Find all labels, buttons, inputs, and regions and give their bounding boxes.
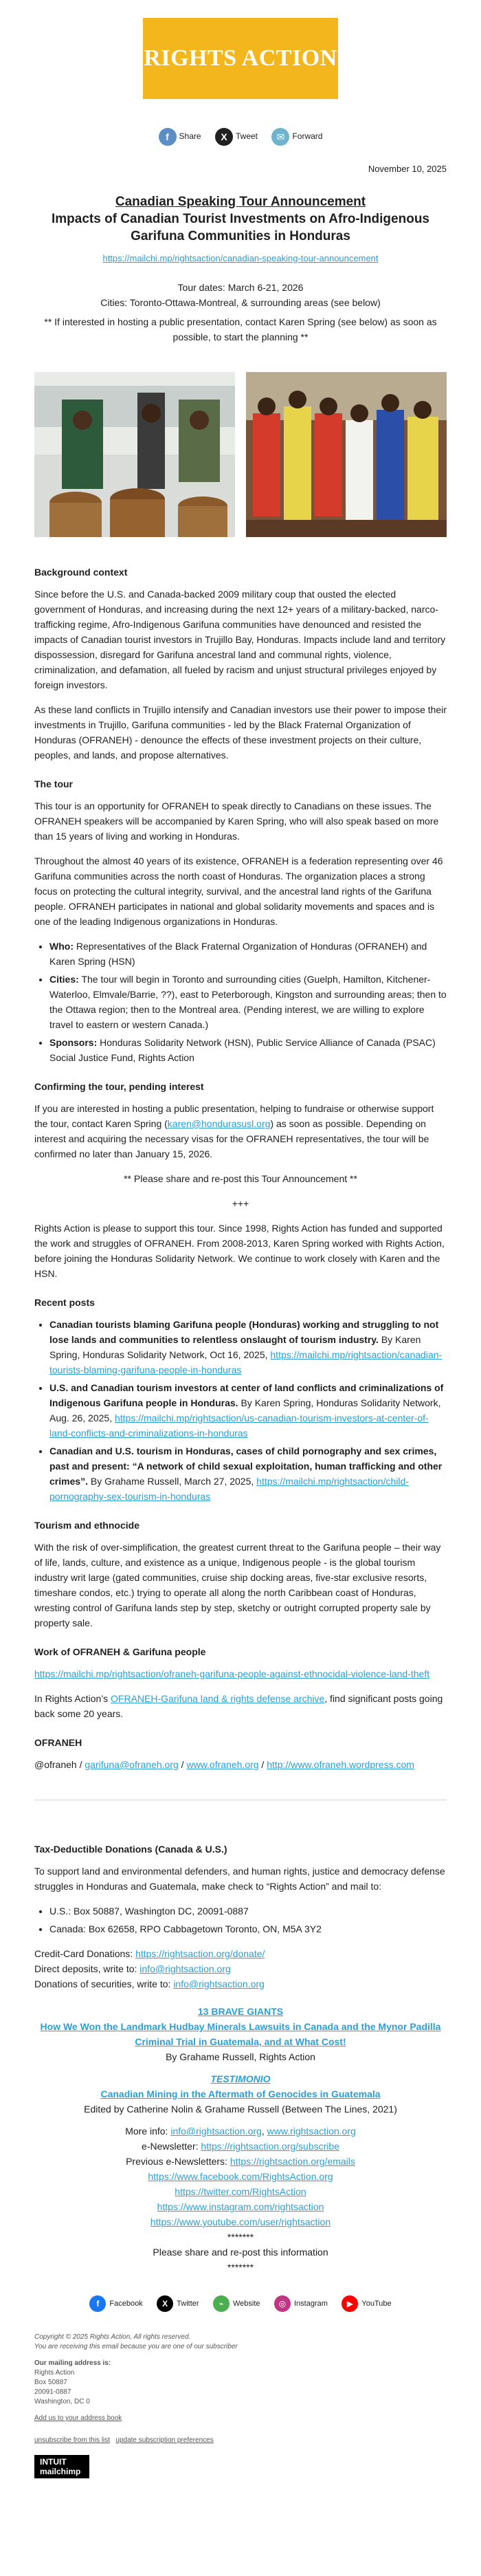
prev-enews-line (34, 2154, 447, 2169)
mailchimp-badge-top: INTUIT (40, 2457, 67, 2467)
post-link[interactable]: https://mailchi.mp/rightsaction/canadian-tourists-blaming-garifuna-people-in-honduras (49, 1349, 443, 1375)
list-item: • Canada: Box 62658, RPO Cabbagetown Toronto, ON, M5A 3Y2 (49, 1921, 447, 1936)
share-button[interactable] (159, 128, 201, 146)
photo-row (34, 372, 447, 537)
sponsors-label: Sponsors: (49, 1037, 98, 1048)
ofraneh-heading: OFRANEH (34, 1737, 82, 1748)
cities-text: The tour will begin in Toronto and surrounding cities (Guelph, Hamilton, Kitchener-Waterloo, Elmvale/Barrie, ??), east to Peterborough, Kingston and surrounding areas; then to the Ottawa region; then to the Montreal area. (Pending interest, we are willing to explore travel to eastern or western Canada.) (49, 974, 447, 1030)
mailchimp-badge[interactable] (34, 2455, 89, 2478)
ofraneh-blog-link[interactable]: http://www.ofraneh.wordpress.com (267, 1759, 414, 1770)
post-title: Canadian tourists blaming Garifuna people (Honduras) working and struggling to not lose lands and communities to relentless onslaught of tourism industry. (49, 1319, 439, 1345)
cc-label: Credit-Card Donations: (34, 1948, 136, 1959)
cities-label: Cities: (49, 974, 79, 985)
website-social-button[interactable] (213, 2295, 260, 2312)
who-label: Who: (49, 941, 74, 952)
work-heading: Work of OFRANEH & Garifuna people (34, 1646, 206, 1657)
dd-email-link[interactable]: info@rightsaction.org (139, 1963, 231, 1974)
background-heading: Background context (34, 567, 128, 578)
confirming-text-a: If you are interested in hosting a public presentation, helping to fundraise or otherwise support the tour, contact Karen Spring ( (34, 1103, 434, 1129)
prev-label: Previous e-Newsletters: (126, 2156, 230, 2167)
confirming-p1 (34, 1101, 447, 1161)
confirming-heading: Confirming the tour, pending interest (34, 1081, 204, 1092)
list-item (49, 972, 447, 1032)
donations-section (34, 1842, 447, 2275)
separator: / (258, 1759, 267, 1770)
who-text: Representatives of the Black Fraternal Organization of Honduras (OFRANEH) and Karen Spring (HSN) (49, 941, 427, 967)
more-info-line (34, 2124, 447, 2139)
share-bar (34, 128, 447, 149)
address-line: Rights Action (34, 2369, 75, 2377)
list-item (49, 1317, 447, 1377)
copyright: Copyright © 2025 Rights Action, All rights reserved. (34, 2333, 191, 2341)
subscription-reason: You are receiving this email because you are one of our subscriber (34, 2343, 238, 2350)
twitter-social-button[interactable] (157, 2295, 199, 2312)
email-body (34, 565, 447, 1772)
share-label: Share (179, 131, 201, 142)
tour-heading: The tour (34, 778, 73, 789)
dd-label: Direct deposits, write to: (34, 1963, 140, 1974)
recent-posts-list (34, 1317, 447, 1504)
announcement-title-block (34, 193, 447, 263)
tour-contact-note: ** If interested in hosting a public presentation, contact Karen Spring (see below) as soon as possible, to start the planning ** (44, 316, 437, 342)
background-p2: As these land conflicts in Trujillo intensify and Canadian investors use their power to impose their investments in Trujillo, Garifuna communities - led by the Black Fraternal Organization of Honduras (OFRANEH) - denounce the effects of these investment projects on their culture, peoples, and lands, and propose alternatives. (34, 704, 447, 761)
stars-separator: ******* (227, 2231, 254, 2242)
youtube-link[interactable]: https://www.youtube.com/user/rightsaction (150, 2216, 331, 2227)
address-line: Box 50887 (34, 2379, 67, 2386)
archive-link[interactable]: OFRANEH-Garifuna land & rights defense archive (111, 1693, 325, 1704)
book1-subtitle-link[interactable]: How We Won the Landmark Hudbay Minerals Lawsuits in Canada and the Mynor Padilla Criminal Trial in Guatemala, and at What Cost! (40, 2021, 441, 2047)
tour-dates: Tour dates: March 6-21, 2026 (177, 282, 304, 293)
mailing-label: Our mailing address is: (34, 2359, 111, 2367)
post-meta: By Grahame Russell, March 27, 2025, (88, 1476, 254, 1487)
facebook-social-button[interactable] (89, 2295, 142, 2312)
donations-p: To support land and environmental defenders, and human rights, justice and democracy defense struggles in Honduras and Guatemala, make check to “Rights Action” and mail to: (34, 1866, 445, 1892)
dd-line (34, 1961, 447, 1976)
announcement-link[interactable]: https://mailchi.mp/rightsaction/canadian-speaking-tour-announcement (102, 253, 379, 263)
list-item (49, 1380, 447, 1441)
forward-button[interactable] (271, 128, 322, 146)
book1-author: By Grahame Russell, Rights Action (166, 2051, 315, 2062)
confirming-text-b: ) as soon as possible. Depending on interest and acquiring the necessary visas for the OFRANEH representatives, the tour will be confirmed no later than January 15, 2026. (34, 1118, 429, 1159)
list-item (49, 939, 447, 969)
youtube-label: YouTube (361, 2299, 392, 2308)
archive-text-a: In Rights Action’s (34, 1693, 111, 1704)
sponsors-text: Honduras Solidarity Network (HSN), Public Service Alliance of Canada (PSAC) Social Justice Fund, Rights Action (49, 1037, 436, 1063)
enews-line (34, 2139, 447, 2154)
tour-info (34, 280, 447, 345)
rights-action-logo[interactable]: RIGHTS ACTION (143, 18, 338, 99)
address-line: Washington, DC 0 (34, 2398, 90, 2405)
facebook-link[interactable]: https://www.facebook.com/RightsAction.org (148, 2171, 333, 2182)
facebook-label: Facebook (109, 2299, 143, 2308)
mailchimp-badge-bottom: mailchimp (40, 2467, 81, 2476)
tour-details-list (34, 939, 447, 1065)
book1-title-link[interactable]: 13 BRAVE GIANTS (197, 2006, 284, 2017)
dancers-photo (246, 372, 447, 537)
x-icon: X (157, 2295, 173, 2312)
book2-title-link[interactable]: TESTIMONIO (210, 2073, 271, 2084)
list-item: • U.S.: Box 50887, Washington DC, 20091-0887 (49, 1903, 447, 1919)
tour-cities: Cities: Toronto-Ottawa-Montreal, & surrounding areas (see below) (100, 297, 381, 308)
securities-line (34, 1976, 447, 1991)
instagram-link[interactable]: https://www.instagram.com/rightsaction (157, 2201, 324, 2212)
archive-paragraph (34, 1691, 447, 1721)
books-section (34, 2004, 447, 2117)
link-icon: ⌁ (213, 2295, 230, 2312)
tweet-button[interactable] (215, 128, 258, 146)
header (34, 0, 447, 99)
forward-label: Forward (292, 131, 323, 142)
add-address-book-link[interactable]: Add us to your address book (34, 2414, 122, 2422)
background-p1: Since before the U.S. and Canada-backed 2009 military coup that ousted the elected government of Honduras, and increasing during the next 12+ years of a military-backed, narco-trafficking regime, Afro-Indigenous Garifuna communities have denounced and resisted the impacts of Canadian tourist investors in Trujillo Bay, Honduras. Impacts include land and territory dispossession, disregard for Garifuna ancestral land and communal rights, violence, criminalization, and defamation, all fueled by racism and unjust structural privileges enjoyed by foreign investors. (34, 589, 446, 690)
tour-p1: This tour is an opportunity for OFRANEH to speak directly to Canadians on these issues. The OFRANEH speakers will be accompanied by Karen Spring, who will also speak based on more than 15 years of living and working in Honduras. (34, 800, 439, 842)
youtube-social-button[interactable] (342, 2295, 391, 2312)
mailing-list (34, 1903, 447, 1936)
email-date: November 10, 2025 (368, 164, 447, 174)
footer (34, 2333, 447, 2478)
confirming-p2: Rights Action is please to support this tour. Since 1998, Rights Action has funded and supported the work and struggles of OFRANEH. From 2008-2013, Karen Spring worked with Rights Action, before joining the Honduras Solidarity Network. We continue to work closely with Karen and the HSN. (34, 1223, 445, 1279)
footer-social-bar (34, 2295, 447, 2312)
website-label: Website (233, 2299, 260, 2308)
ofraneh-email-link[interactable]: garifuna@ofraneh.org (85, 1759, 179, 1770)
drummers-photo (34, 372, 235, 537)
book2-subtitle-link[interactable]: Canadian Mining in the Aftermath of Genocides in Guatemala (100, 2088, 381, 2099)
recent-heading: Recent posts (34, 1297, 95, 1308)
youtube-icon: ▶ (342, 2295, 358, 2312)
announcement-title: Canadian Speaking Tour Announcement (115, 195, 366, 209)
more-info-section (34, 2124, 447, 2275)
update-preferences-link[interactable]: update subscription preferences (115, 2436, 214, 2444)
instagram-icon: ◎ (274, 2295, 291, 2312)
post-link[interactable]: https://mailchi.mp/rightsaction/us-canadian-tourism-investors-at-center-of-land-conflicts-and-criminalizations-in-honduras (49, 1412, 429, 1439)
post-title: U.S. and Canadian tourism investors at center of land conflicts and criminalizations of Indigenous Garifuna people in Honduras. (49, 1382, 444, 1408)
email-container (34, 0, 447, 2478)
work-link-paragraph (34, 1666, 447, 1681)
twitter-link[interactable]: https://twitter.com/RightsAction (175, 2186, 306, 2197)
address-line: 20091-0887 (34, 2388, 71, 2396)
repost-note: ** Please share and re-post this Tour Announcement ** (124, 1173, 357, 1184)
work-link[interactable]: https://mailchi.mp/rightsaction/ofraneh-garifuna-people-against-ethnocidal-violence-land-theft (34, 1668, 430, 1679)
donate-link[interactable]: https://rightsaction.org/donate/ (135, 1948, 265, 1959)
instagram-social-button[interactable] (274, 2295, 328, 2312)
sec-email-link[interactable]: info@rightsaction.org (173, 1978, 265, 1989)
ofraneh-web-link[interactable]: www.ofraneh.org (186, 1759, 259, 1770)
post-link[interactable]: https://mailchi.mp/rightsaction/child-pornography-sex-tourism-in-honduras (49, 1476, 409, 1502)
ofraneh-handle: @ofraneh / (34, 1759, 85, 1770)
separator: / (178, 1759, 187, 1770)
unsubscribe-link[interactable]: unsubscribe from this list (34, 2436, 111, 2444)
karen-email-link[interactable]: karen@hondurasusl.org (167, 1118, 271, 1129)
announcement-subtitle: Impacts of Canadian Tourist Investments on Afro-Indigenous Garifuna Communities in Honduras (52, 212, 429, 243)
ethnocide-heading: Tourism and ethnocide (34, 1520, 139, 1531)
x-icon: X (215, 128, 233, 146)
enews-label: e-Newsletter: (142, 2141, 201, 2152)
post-meta: By Karen Spring, Honduras Solidarity Network, Aug. 26, 2025, (49, 1397, 441, 1423)
ethnocide-p: With the risk of over-simplification, the greatest current threat to the Garifuna people – their way of life, lands, culture, and existence as a unique, Indigenous people - is the global tourism industry writ large (gated communities, cruise ship docking areas, five-star exclusive resorts, timeshare condos, etc.) trying to operate all along the north Caribbean coast of Honduras, wresting control of Garifuna lands step by step, sketchy or outright corrupted property sale by property sale. (34, 1542, 441, 1628)
stars-separator: ******* (227, 2262, 254, 2273)
share-note: Please share and re-post this information (153, 2247, 328, 2258)
twitter-label: Twitter (177, 2299, 199, 2308)
separator: , (261, 2126, 267, 2137)
website-link[interactable]: www.rightsaction.org (267, 2126, 356, 2137)
list-item (49, 1443, 447, 1504)
info-email-link[interactable]: info@rightsaction.org (170, 2126, 262, 2137)
donations-heading: Tax-Deductible Donations (Canada & U.S.) (34, 1844, 227, 1855)
emails-archive-link[interactable]: https://rightsaction.org/emails (230, 2156, 355, 2167)
archive-text-b: , find significant posts going back some 20 years. (34, 1693, 443, 1719)
cc-donation-line (34, 1946, 447, 1961)
sec-label: Donations of securities, write to: (34, 1978, 174, 1989)
post-meta: By Karen Spring, Honduras Solidarity Network, Oct 16, 2025, (49, 1334, 421, 1360)
post-title: Canadian and U.S. tourism in Honduras, cases of child pornography and sex crimes, past and present: “A network of child sexual exploitation, human trafficking and other crimes”. (49, 1445, 443, 1487)
tweet-label: Tweet (236, 131, 258, 142)
book2-editors: Edited by Catherine Nolin & Grahame Russell (Between The Lines, 2021) (84, 2104, 397, 2115)
list-item (49, 1035, 447, 1065)
more-info-label: More info: (125, 2126, 171, 2137)
email-icon: ✉ (271, 128, 289, 146)
subscribe-link[interactable]: https://rightsaction.org/subscribe (201, 2141, 339, 2152)
ofraneh-contacts (34, 1757, 447, 1772)
tour-p2: Throughout the almost 40 years of its existence, OFRANEH is a federation representing over 46 Garifuna communities across the north coast of Honduras. The organization places a strong focus on protecting the cultural integrity, survival, and the ancestral land rights of the Garifuna people. OFRANEH participates in national and global solidarity movements and spaces and is one of the leading Indigenous organizations in Honduras. (34, 855, 443, 927)
separator: +++ (232, 1198, 249, 1209)
facebook-icon: f (89, 2295, 106, 2312)
facebook-icon: f (159, 128, 177, 146)
instagram-label: Instagram (294, 2299, 328, 2308)
